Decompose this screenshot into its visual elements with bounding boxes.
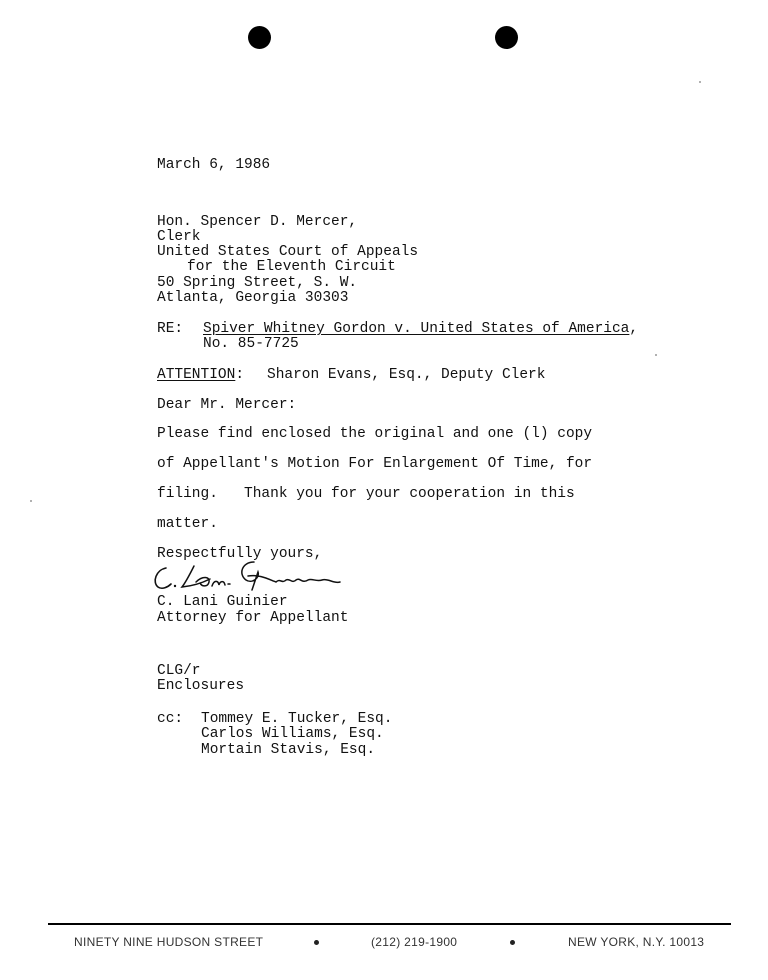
- addressee-court: United States Court of Appeals: [157, 244, 419, 260]
- punch-hole-left: [248, 26, 271, 49]
- attention-value: Sharon Evans, Esq., Deputy Clerk: [267, 367, 546, 383]
- footer-phone: (212) 219-1900: [371, 935, 458, 949]
- typist-initials: CLG/r: [157, 663, 201, 679]
- attention-colon: :: [235, 367, 245, 383]
- addressee-title: Clerk: [157, 229, 201, 245]
- salutation: Dear Mr. Mercer:: [157, 397, 297, 413]
- footer-rule: [48, 923, 731, 925]
- letter-date: March 6, 1986: [157, 157, 271, 173]
- addressee-name: Hon. Spencer D. Mercer,: [157, 214, 358, 230]
- signer-name: C. Lani Guinier: [157, 594, 288, 610]
- punch-hole-right: [495, 26, 518, 49]
- attention-label: ATTENTION: [157, 367, 236, 383]
- handwritten-signature: [150, 560, 350, 596]
- body-line: Please find enclosed the original and one (l) copy: [157, 426, 593, 442]
- re-label: RE:: [157, 321, 184, 337]
- cc-label: cc:: [157, 711, 184, 727]
- body-line: filing. Thank you for your cooperation in this: [157, 486, 575, 502]
- footer-address: NINETY NINE HUDSON STREET: [74, 935, 264, 949]
- re-case-comma: ,: [629, 321, 639, 337]
- body-line: of Appellant's Motion For Enlargement Of Time, for: [157, 456, 593, 472]
- body-line: matter.: [157, 516, 218, 532]
- attention-line: [157, 368, 244, 383]
- addressee-street: 50 Spring Street, S. W.: [157, 275, 358, 291]
- enclosures-note: Enclosures: [157, 678, 245, 694]
- scan-speck: [699, 81, 701, 83]
- footer-bullet: [510, 940, 515, 945]
- cc-recipient: Mortain Stavis, Esq.: [201, 742, 376, 758]
- footer-city: NEW YORK, N.Y. 10013: [568, 935, 705, 949]
- cc-recipient: Carlos Williams, Esq.: [201, 726, 384, 742]
- re-case-title: Spiver Whitney Gordon v. United States of America: [203, 321, 630, 337]
- signer-title: Attorney for Appellant: [157, 610, 349, 626]
- addressee-city: Atlanta, Georgia 30303: [157, 290, 349, 306]
- cc-recipient: Tommey E. Tucker, Esq.: [201, 711, 393, 727]
- addressee-circuit: for the Eleventh Circuit: [187, 259, 396, 275]
- scan-speck: [655, 354, 657, 356]
- re-case-number: No. 85-7725: [203, 336, 299, 352]
- footer-bullet: [314, 940, 319, 945]
- scan-speck: [30, 500, 32, 502]
- closing: Respectfully yours,: [157, 546, 323, 562]
- re-line: [203, 322, 638, 337]
